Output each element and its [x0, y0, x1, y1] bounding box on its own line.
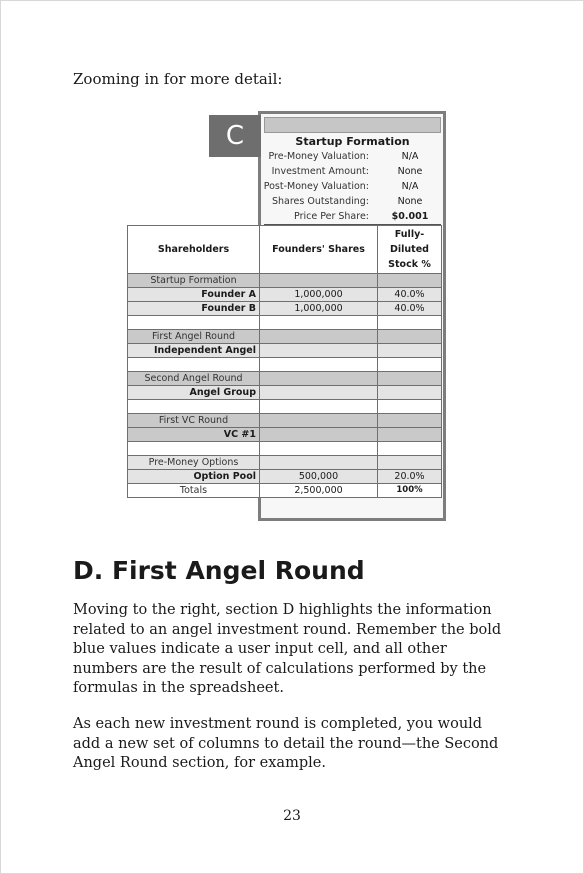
row-label: VC #1	[128, 428, 260, 442]
row-pct	[378, 372, 442, 386]
startup-row-value: N/A	[401, 151, 419, 162]
row-shares	[260, 316, 378, 330]
table-row	[128, 400, 442, 414]
row-pct: 40.0%	[378, 288, 442, 302]
startup-row-value: None	[397, 196, 423, 207]
row-label: Option Pool	[128, 470, 260, 484]
row-shares	[260, 274, 378, 288]
startup-row-value: None	[397, 166, 423, 177]
startup-row-label: Price Per Share:	[294, 211, 369, 222]
table-row	[128, 414, 442, 428]
row-label: First Angel Round	[128, 330, 260, 344]
totals-shares: 2,500,000	[260, 484, 378, 498]
table-row	[128, 330, 442, 344]
row-label: Founder A	[128, 288, 260, 302]
table-row	[128, 288, 442, 302]
row-shares: 500,000	[260, 470, 378, 484]
row-shares	[260, 456, 378, 470]
row-label: First VC Round	[128, 414, 260, 428]
row-label	[128, 358, 260, 372]
row-label	[128, 442, 260, 456]
row-label: Startup Formation	[128, 274, 260, 288]
row-pct	[378, 386, 442, 400]
startup-header-bar	[264, 117, 441, 133]
section-heading: D. First Angel Round	[73, 556, 365, 585]
row-label: Founder B	[128, 302, 260, 316]
row-label	[128, 316, 260, 330]
shareholders-header: Shareholders	[128, 226, 260, 274]
table-header-row	[128, 226, 442, 274]
row-label: Angel Group	[128, 386, 260, 400]
table-totals-row	[128, 484, 442, 498]
page-number: 23	[283, 808, 301, 824]
row-pct	[378, 456, 442, 470]
diluted-stock-header: Fully-Diluted Stock %	[378, 226, 442, 274]
startup-row	[264, 150, 441, 165]
paragraph: Moving to the right, section D highlights the information related to an angel investment round. Remember the bold blue values indicate a user input cell, and all other numbers are the result of calculations performed by the formulas in the spreadsheet.	[73, 602, 502, 696]
row-pct	[378, 442, 442, 456]
row-pct	[378, 400, 442, 414]
totals-pct: 100%	[378, 484, 442, 498]
row-shares	[260, 400, 378, 414]
startup-row-label: Pre-Money Valuation:	[268, 151, 369, 162]
row-shares	[260, 414, 378, 428]
table-row	[128, 372, 442, 386]
founders-shares-header: Founders' Shares	[260, 226, 378, 274]
intro-text: Zooming in for more detail:	[73, 70, 283, 88]
table-row	[128, 316, 442, 330]
row-pct	[378, 344, 442, 358]
table-row	[128, 470, 442, 484]
table-row	[128, 358, 442, 372]
row-pct	[378, 414, 442, 428]
startup-row-label: Post-Money Valuation:	[263, 181, 369, 192]
row-shares	[260, 344, 378, 358]
table-row	[128, 442, 442, 456]
row-label: Second Angel Round	[128, 372, 260, 386]
row-shares	[260, 386, 378, 400]
shareholders-table	[127, 225, 442, 498]
row-pct	[378, 330, 442, 344]
startup-row	[264, 210, 441, 225]
row-label	[128, 400, 260, 414]
row-label: Independent Angel	[128, 344, 260, 358]
table-row	[128, 274, 442, 288]
table-row	[128, 428, 442, 442]
row-shares	[260, 330, 378, 344]
startup-row-label: Investment Amount:	[271, 166, 369, 177]
paragraph: As each new investment round is completed, you would add a new set of columns to detail the round—the Second Angel Round section, for example.	[73, 716, 499, 771]
row-pct: 20.0%	[378, 470, 442, 484]
row-shares	[260, 358, 378, 372]
row-pct	[378, 358, 442, 372]
row-pct: 40.0%	[378, 302, 442, 316]
row-shares	[260, 442, 378, 456]
table-row	[128, 344, 442, 358]
row-pct	[378, 274, 442, 288]
startup-row	[264, 195, 441, 210]
startup-title: Startup Formation	[295, 135, 410, 148]
row-shares	[260, 372, 378, 386]
startup-row-value: $0.001	[391, 211, 429, 222]
table-row	[128, 456, 442, 470]
row-pct	[378, 428, 442, 442]
row-label: Pre-Money Options	[128, 456, 260, 470]
table-row	[128, 386, 442, 400]
startup-row-value: N/A	[401, 181, 419, 192]
row-shares: 1,000,000	[260, 302, 378, 316]
startup-row	[264, 180, 441, 195]
table-row	[128, 302, 442, 316]
startup-row	[264, 165, 441, 180]
totals-label: Totals	[128, 484, 260, 498]
row-pct	[378, 316, 442, 330]
startup-row-label: Shares Outstanding:	[271, 196, 369, 207]
section-badge: C	[209, 115, 261, 157]
row-shares: 1,000,000	[260, 288, 378, 302]
row-shares	[260, 428, 378, 442]
